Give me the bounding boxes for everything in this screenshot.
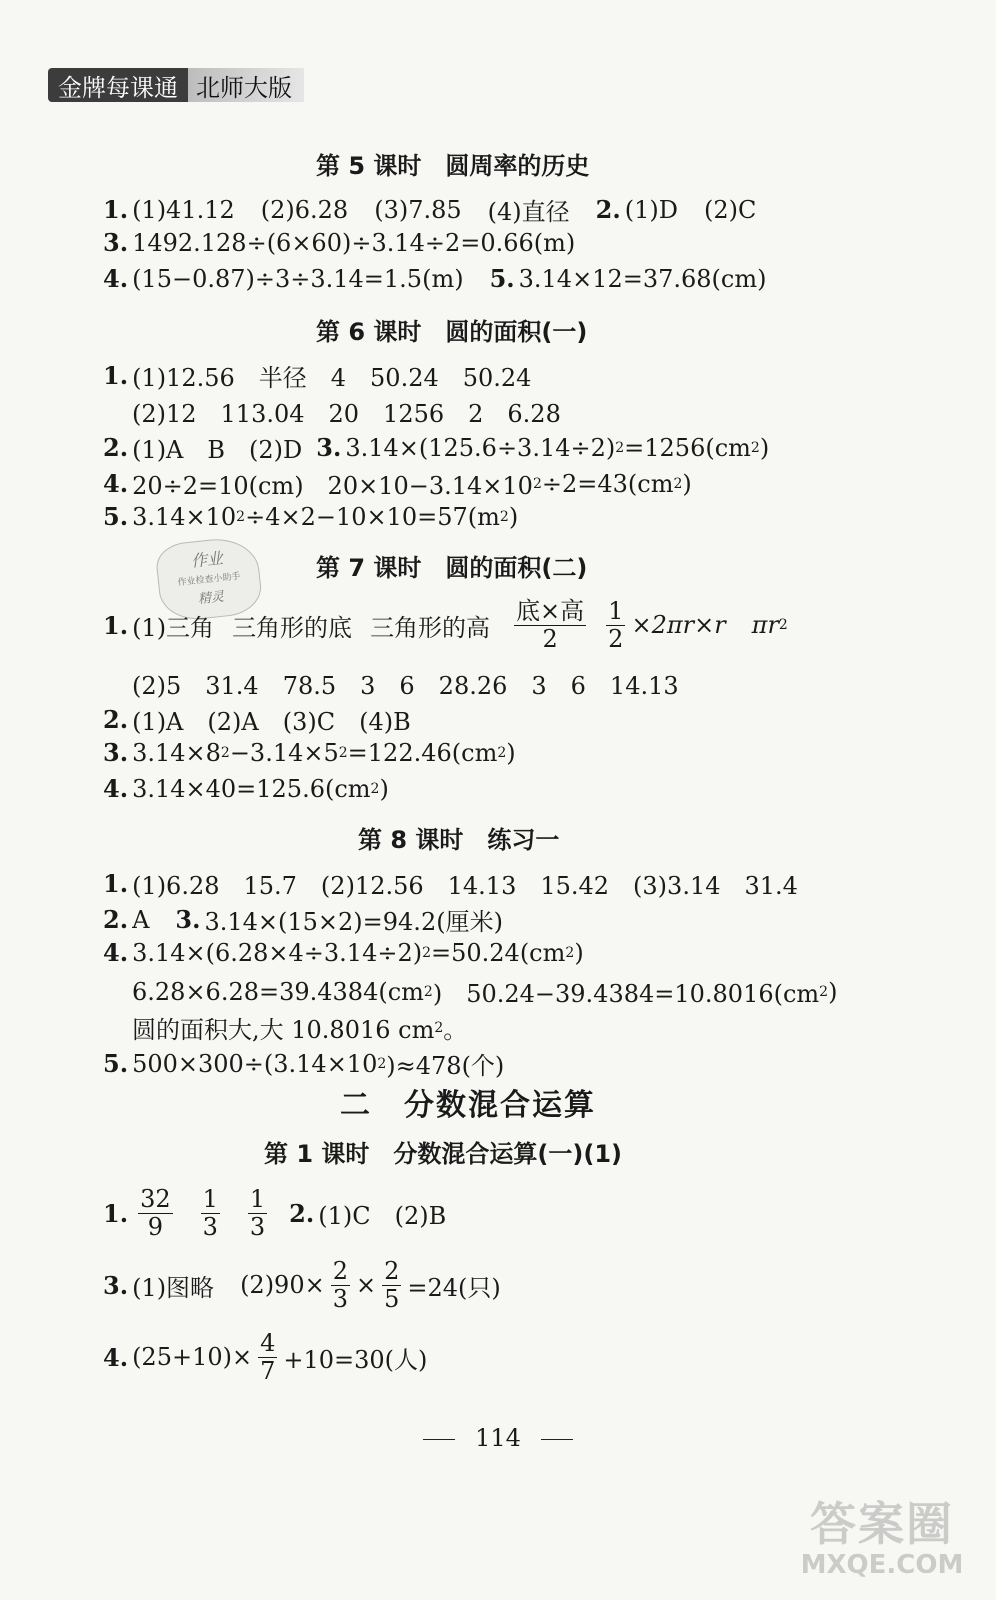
fraction-half: $\frac{1}{2}$: [608, 597, 624, 653]
fraction-32-9: $\frac{32}{9}$: [140, 1185, 171, 1241]
book-header: [48, 68, 304, 102]
lesson21-line3: 4. (25+10)× $\frac{4}{7}$ +10=30(人): [103, 1329, 428, 1385]
site-watermark: 答案圈 MXQE.COM: [800, 1497, 964, 1580]
fraction-2-5: $\frac{2}{5}$: [384, 1257, 400, 1313]
brand-label: 金牌每课通: [48, 68, 188, 102]
fraction-4-7: $\frac{4}{7}$: [260, 1329, 276, 1385]
lesson7-line4: 3. 3.14×8 2 −3.14×5 2 =122.46(cm 2 ): [103, 738, 516, 767]
lesson8-line4: 6.28×6.28=39.4384(cm 2 ) 50.24−39.4384=10.8016(cm 2 ): [132, 977, 838, 1008]
lesson7-line3: 2. (1)A (2)A (3)C (4)B: [103, 705, 411, 736]
fraction-2-3: $\frac{2}{3}$: [332, 1257, 348, 1313]
fraction-base-height: $\frac{\text{底×高}}{2}$: [516, 597, 585, 653]
lesson7-line5: 4. 3.14×40=125.6(cm 2 ): [103, 774, 389, 803]
lesson6-line5: 5. 3.14×10 2 ÷4×2−10×10=57(m 2 ): [103, 502, 519, 531]
page-number: 114: [0, 1424, 996, 1452]
lesson7-title: 第 7 课时 圆的面积(二): [316, 554, 588, 582]
fraction-1-3-b: $\frac{1}{3}$: [249, 1185, 266, 1241]
lesson5-line3: 4. (15−0.87)÷3÷3.14=1.5(m) 5. 3.14×12=37.68(cm): [103, 264, 767, 293]
lesson7-line2: (2)5 31.4 78.5 3 6 28.26 3 6 14.13: [132, 672, 679, 700]
lesson8-line2: 2. A 3. 3.14×(15×2)=94.2(厘米): [103, 905, 503, 936]
lesson8-line3: 4. 3.14×(6.28×4÷3.14÷2) 2 =50.24(cm 2 ): [103, 938, 584, 967]
chapter2-title: 二 分数混合运算: [340, 1088, 596, 1123]
lesson8-title: 第 8 课时 练习一: [358, 826, 560, 854]
lesson8-line5: 圆的面积大,大 10.8016 cm 2 。: [132, 1016, 468, 1044]
lesson8-line1: 1. (1)6.28 15.7 (2)12.56 14.13 15.42 (3)3.14 31.4: [103, 869, 798, 900]
lesson21-title: 第 1 课时 分数混合运算(一)(1): [264, 1140, 622, 1168]
lesson7-line1: 1. (1)三角 三角形的底 三角形的高 $\frac{\text{底×高}}{2}$ $\frac{1}{2}$ ×2πr×r πr 2: [103, 597, 788, 653]
lesson5-line1: 1. (1)41.12 (2)6.28 (3)7.85 (4)直径 2. (1)D (2)C: [103, 195, 757, 226]
homework-stamp: 作业 作业检查小助手 精灵: [154, 535, 264, 623]
lesson6-title: 第 6 课时 圆的面积(一): [316, 318, 588, 346]
lesson5-title: 第 5 课时 圆周率的历史: [316, 152, 590, 180]
lesson5-line2: 3. 1492.128÷(6×60)÷3.14÷2=0.66(m): [103, 228, 576, 257]
lesson6-line2: (2)12 113.04 20 1256 2 6.28: [132, 400, 561, 428]
fraction-1-3: $\frac{1}{3}$: [202, 1185, 218, 1241]
lesson6-line3: 2. (1)A B (2)D 3. 3.14×(125.6÷3.14÷2) 2 =1256(cm 2 ): [103, 433, 770, 464]
lesson21-line1: 1. $\frac{32}{9}$ $\frac{1}{3}$ $\frac{1}{3}$ 2. (1)C (2)B: [103, 1185, 447, 1241]
edition-label: 北师大版: [188, 68, 304, 102]
lesson21-line2: 3. (1)图略 (2)90× $\frac{2}{3}$ × $\frac{2}{5}$ =24(只): [103, 1257, 501, 1313]
lesson6-line4: 4. 20÷2=10(cm) 20×10−3.14×10 2 ÷2=43(cm 2 ): [103, 469, 692, 500]
lesson6-line1: 1. (1)12.56 半径 4 50.24 50.24: [103, 361, 532, 392]
lesson8-line6: 5. 500×300÷(3.14×10 2 )≈478(个): [103, 1049, 505, 1080]
